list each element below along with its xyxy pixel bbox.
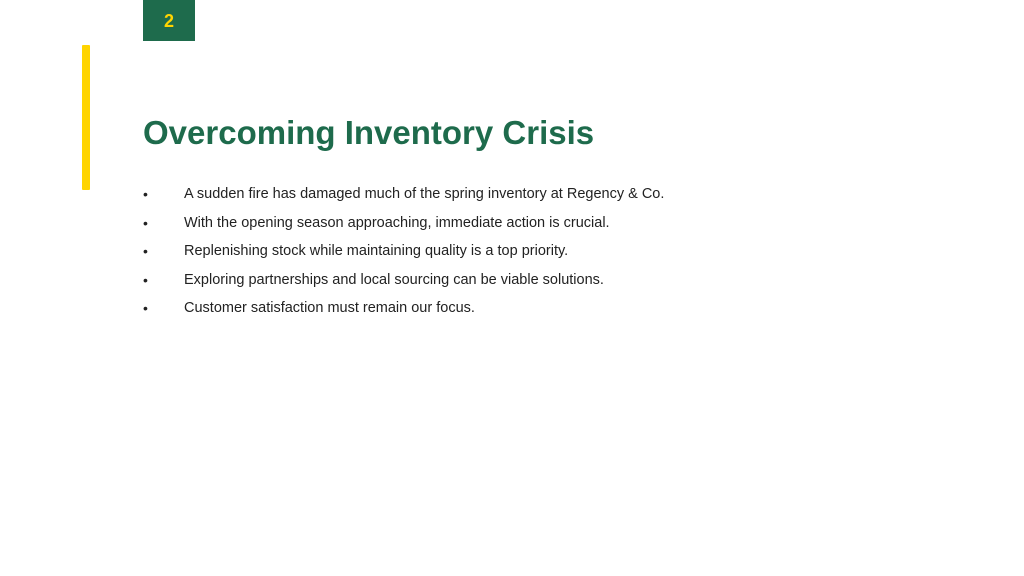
bullet-icon: •: [143, 271, 148, 288]
bullet-icon: •: [143, 300, 148, 317]
accent-bar: [82, 45, 90, 190]
bullet-text: A sudden fire has damaged much of the spring inventory at Regency & Co.: [184, 186, 665, 203]
bullet-text: With the opening season approaching, immediate action is crucial.: [184, 214, 610, 231]
bullet-icon: •: [143, 214, 148, 231]
page-number-badge: [143, 0, 195, 41]
bullet-item: [143, 237, 664, 266]
bullet-icon: •: [143, 186, 148, 203]
bullet-icon: •: [143, 243, 148, 260]
bullet-text: Customer satisfaction must remain our focus.: [184, 300, 475, 317]
bullet-item: [143, 209, 664, 238]
bullet-item: [143, 266, 664, 295]
bullet-text: Replenishing stock while maintaining quality is a top priority.: [184, 243, 569, 260]
bullet-list: [143, 180, 664, 323]
bullet-text: Exploring partnerships and local sourcing can be viable solutions.: [184, 271, 604, 288]
bullet-item: [143, 294, 664, 323]
page-number: 2: [163, 10, 174, 31]
bullet-item: [143, 180, 664, 209]
slide-title: Overcoming Inventory Crisis: [143, 114, 595, 151]
